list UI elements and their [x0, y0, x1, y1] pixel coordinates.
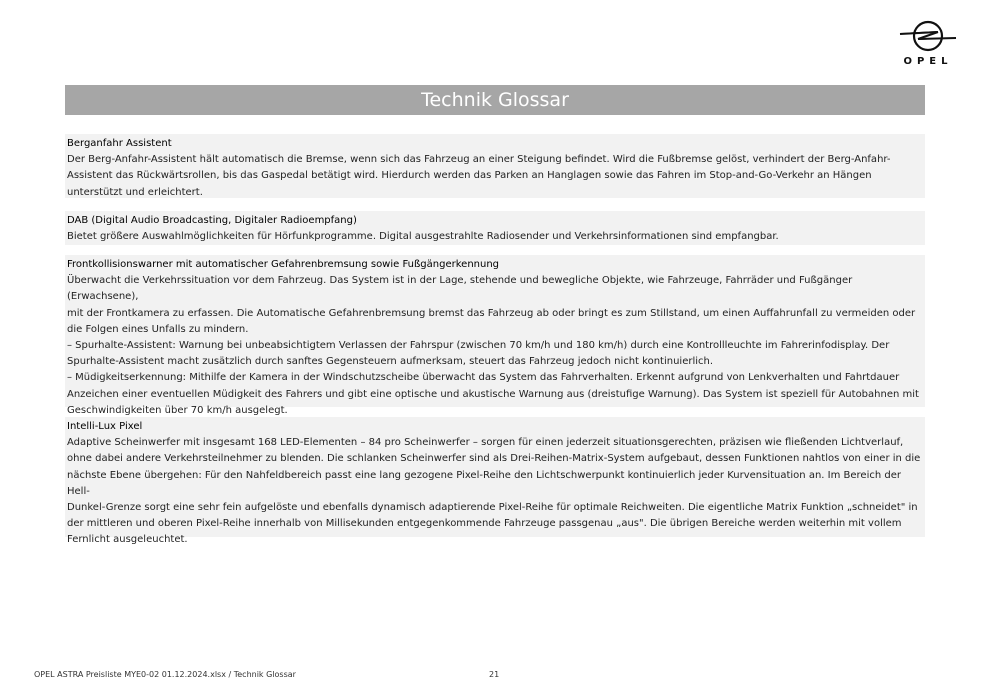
entry-body: [67, 229, 923, 245]
entry-title: Intelli-Lux Pixel: [67, 421, 143, 432]
entry-body: [67, 273, 923, 419]
entry-line: Geschwindigkeiten über 70 km/h ausgelegt.: [67, 404, 288, 416]
entry-line: Der Berg-Anfahr-Assistent hält automatisch die Bremse, wenn sich das Fahrzeug an einer Steigung befindet. Wird die Fußbremse gelöst, verhindert der Berg-Anfahr-: [67, 154, 891, 166]
entry-title: Frontkollisionswarner mit automatischer Gefahrenbremsung sowie Fußgängerkennung: [67, 259, 500, 270]
entry-line: – Müdigkeitserkennung: Mithilfe der Kamera in der Windschutzscheibe überwacht das System das Fahrverhalten. Erkennt aufgrund von Lenkverhalten und Fahrtdauer: [67, 372, 900, 384]
entry-body: [67, 435, 923, 548]
glossary-entry: [65, 417, 925, 546]
glossary-entry: [65, 211, 925, 245]
entry-line: Anzeichen einer eventuellen Müdigkeit des Fahrers und gibt eine optische und akustische Warnung aus (dreistufige Warnung). Das System ist speziell für Autobahnen mit: [67, 388, 919, 400]
entry-line: die Folgen eines Unfalls zu mindern.: [67, 323, 249, 335]
entry-title: DAB (Digital Audio Broadcasting, Digitaler Radioempfang): [67, 215, 357, 226]
entry-line: Bietet größere Auswahlmöglichkeiten für Hörfunkprogramme. Digital ausgestrahlte Radiosender und Verkehrsinformationen sind empfangbar.: [67, 231, 779, 243]
entry-line: unterstützt und erleichtert.: [67, 186, 203, 198]
entry-body: [67, 152, 923, 201]
entry-line: Spurhalte-Assistent macht zusätzlich durch sanftes Gegensteuern aufmerksam, steuert das Fahrzeug jedoch nicht kontinuierlich.: [67, 356, 714, 368]
glossary-entry: [65, 134, 925, 198]
page-number: 21: [489, 670, 500, 679]
footer-source: OPEL ASTRA Preisliste MYE0-02 01.12.2024.xlsx / Technik Glossar: [34, 670, 296, 679]
entry-line: mit der Frontkamera zu erfassen. Die Automatische Gefahrenbremsung bremst das Fahrzeug ab oder bringt es zum Stillstand, um einen Auffahrunfall zu vermeiden oder: [67, 307, 916, 319]
entry-line: Adaptive Scheinwerfer mit insgesamt 168 LED-Elementen – 84 pro Scheinwerfer – sorgen für einen jederzeit situationsgerechten, präzisen wie fließenden Lichtverlauf,: [67, 437, 904, 449]
entry-line: – Spurhalte-Assistent: Warnung bei unbeabsichtigtem Verlassen der Fahrspur (zwischen 70 km/h und 180 km/h) durch eine Kontrollleuchte im Fahrerinfodisplay. Der: [67, 340, 890, 352]
entry-line: der mittleren und oberen Pixel-Reihe innerhalb von Millisekunden entgegenkommende Fahrzeuge passgenau „aus". Die übrigen Bereiche werden weiterhin mit vollem: [67, 518, 902, 530]
entry-line: ohne dabei andere Verkehrsteilnehmer zu blenden. Die schlanken Scheinwerfer sind als Drei-Reihen-Matrix-System aufgebaut, dessen Funktionen nahtlos von einer in die: [67, 453, 921, 465]
entry-line: Assistent das Rückwärtsrollen, bis das Gaspedal betätigt wird. Hierdurch werden das Parken an Hanglagen sowie das Fahren im Stop-and-Go-Verkehr an Hängen: [67, 170, 872, 182]
opel-blitz-icon: [898, 16, 958, 56]
opel-logo: [894, 16, 962, 70]
entry-line: Fernlicht ausgeleuchtet.: [67, 534, 188, 546]
page-title: Technik Glossar: [65, 85, 925, 115]
entry-line: Dunkel-Grenze sorgt eine sehr fein aufgelöste und ebenfalls dynamisch adaptierende Pixel-Reihe für optimale Reichweiten. Die eigentliche Matrix Funktion „schneidet" in: [67, 502, 918, 514]
entry-line: nächste Ebene übergehen: Für den Nahfeldbereich passt eine lang gezogene Pixel-Reihe den Lichtschwerpunkt kontinuierlich jeder Kurvensituation an. Im Bereich der Hell-: [67, 469, 901, 497]
glossary-entry: [65, 255, 925, 416]
brand-wordmark: OPEL: [903, 56, 953, 67]
entry-line: Überwacht die Verkehrssituation vor dem Fahrzeug. Das System ist in der Lage, stehende und bewegliche Objekte, wie Fahrzeuge, Fahrräder und Fußgänger (Erwachsene),: [67, 275, 853, 303]
entry-title: Berganfahr Assistent: [67, 138, 172, 149]
